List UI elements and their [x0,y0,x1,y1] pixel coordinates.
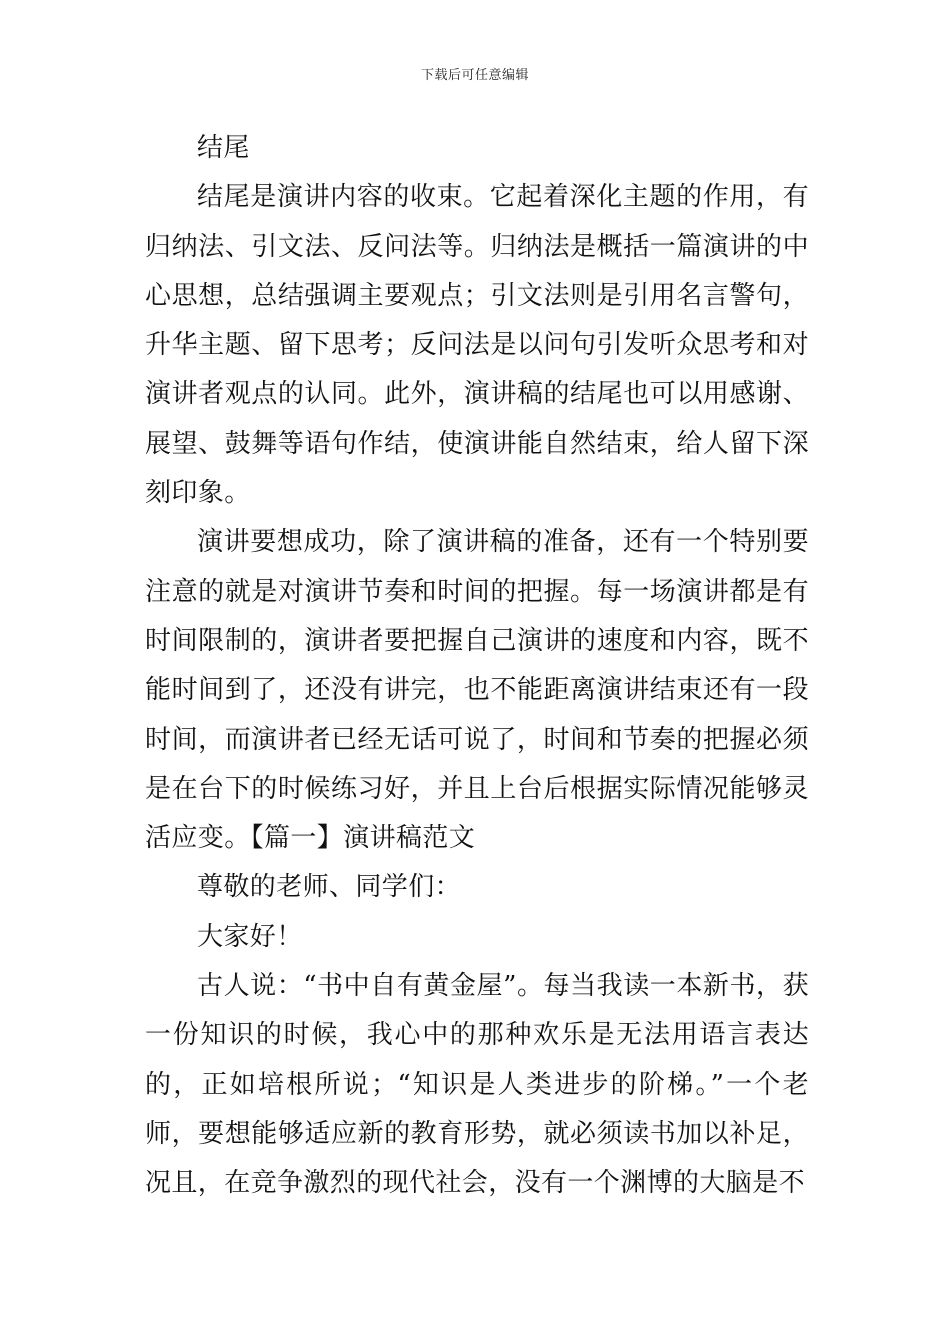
paragraph: 古人说：“书中自有黄金屋”。每当我读一本新书，获一份知识的时候，我心中的那种欢乐是无法用语言表达的，正如培根所说；“知识是人类进步的阶梯。”一个老师，要想能够适应新的教育形势，就必须读书加以补足，况且，在竞争激烈的现代社会，没有一个渊博的大脑是不 [145,971,809,1199]
document-body [145,124,809,1209]
paragraph: 演讲要想成功，除了演讲稿的准备，还有一个特别要注意的就是对演讲节奏和时间的把握。每一场演讲都是有时间限制的，演讲者要把握自己演讲的速度和内容，既不能时间到了，还没有讲完，也不能距离演讲结束还有一段时间，而演讲者已经无话可说了，时间和节奏的把握必须是在台下的时候练习好，并且上台后根据实际情况能够灵活应变。【篇一】演讲稿范文 [145,527,809,854]
header-note: 下载后可任意编辑 [420,68,529,83]
greeting: 大家好！ [197,921,303,952]
paragraph: 结尾是演讲内容的收束。它起着深化主题的作用，有归纳法、引文法、反问法等。归纳法是概括一篇演讲的中心思想，总结强调主要观点；引文法则是引用名言警句，升华主题、留下思考；反问法是以问句引发听众思考和对演讲者观点的认同。此外，演讲稿的结尾也可以用感谢、展望、鼓舞等语句作结，使演讲能自然结束，给人留下深刻印象。 [145,182,809,509]
salutation: 尊敬的老师、同学们： [197,872,462,903]
section-heading: 结尾 [197,133,250,163]
